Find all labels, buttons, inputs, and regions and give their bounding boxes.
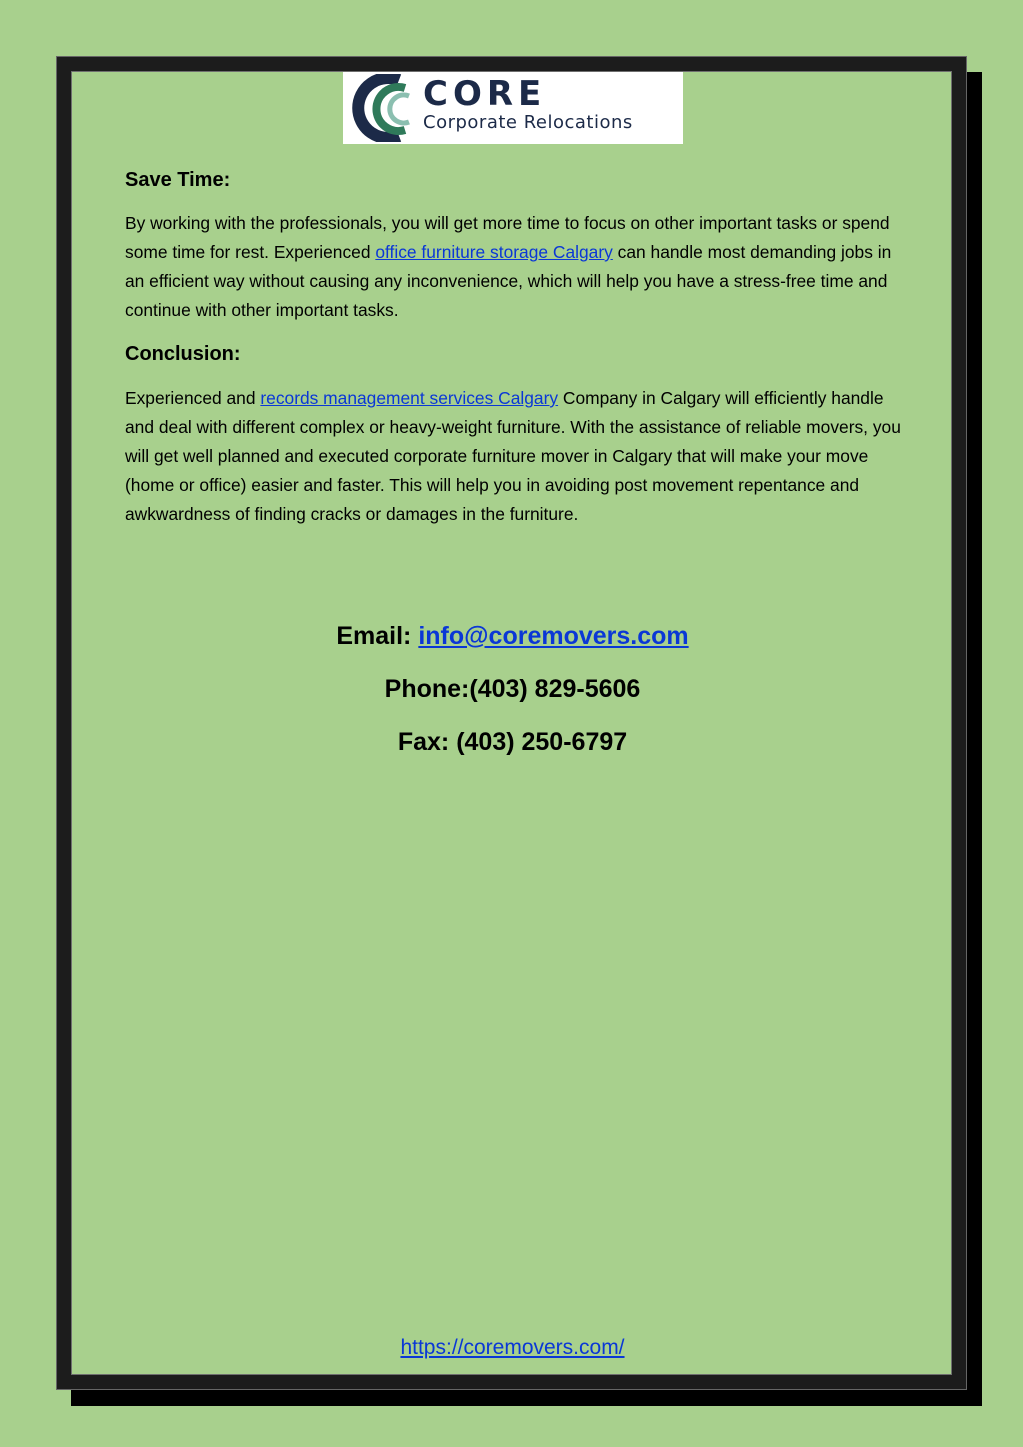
save-time-paragraph: By working with the professionals, you will get more time to focus on other important tasks or spend some time for rest. Experienced office furniture storage Calgary can handle most demanding jobs in an efficient way without causing any inconvenience, which will help you have a stress-free time and continue with other important tasks. — [125, 213, 892, 320]
save-time-heading: Save Time: — [125, 169, 231, 191]
page-content-area — [71, 71, 952, 1375]
document-body — [125, 166, 905, 529]
website-footer — [72, 1336, 953, 1360]
website-link[interactable]: https://coremovers.com/ — [400, 1336, 625, 1359]
office-furniture-storage-link[interactable]: office furniture storage Calgary — [375, 242, 613, 262]
conclusion-heading: Conclusion: — [125, 343, 241, 365]
conclusion-paragraph: Experienced and records management services Calgary Company in Calgary will efficiently handle and deal with different complex or heavy-weight furniture. With the assistance of reliable movers, you will get well planned and executed corporate furniture mover in Calgary that will make your move (home or office) easier and faster. This will help you in avoiding post movement repentance and awkwardness of finding cracks or damages in the furniture. — [125, 388, 901, 524]
email-link[interactable]: info@coremovers.com — [418, 622, 689, 650]
email-line: Email: info@coremovers.com — [336, 622, 689, 650]
records-management-link[interactable]: records management services Calgary — [260, 388, 559, 408]
logo-title: CORE — [423, 74, 547, 114]
core-c-logo-icon — [347, 74, 423, 142]
fax-line: Fax: (403) 250-6797 — [397, 728, 628, 756]
page-frame — [56, 56, 967, 1390]
phone-line: Phone:(403) 829-5606 — [384, 675, 641, 703]
core-logo — [343, 72, 683, 144]
logo-subtitle: Corporate Relocations — [423, 112, 633, 133]
